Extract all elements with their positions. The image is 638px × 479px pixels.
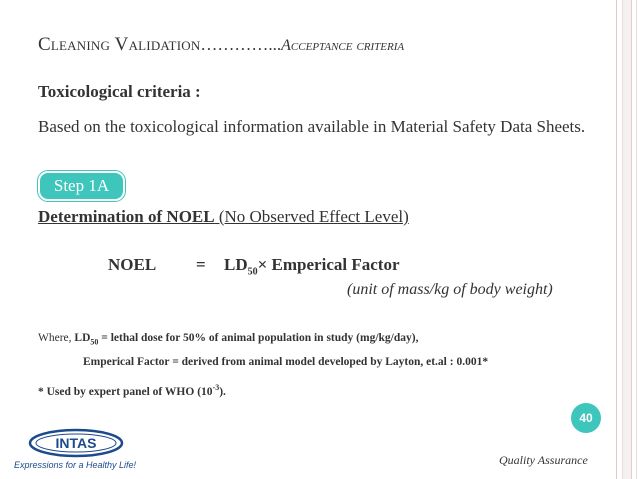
- company-logo: [14, 428, 144, 473]
- equation-rhs: × Emperical Factor: [257, 255, 400, 274]
- intas-logo-icon: [28, 428, 124, 458]
- right-border-line: [616, 0, 617, 479]
- right-border-line: [631, 0, 632, 479]
- step-badge: Step 1A: [38, 171, 125, 201]
- who-note-exponent: -3: [212, 383, 220, 392]
- equation-operator: =: [196, 255, 206, 274]
- where-factor-definition: Emperical Factor = derived from animal model developed by Layton, et.al : 0.001*: [83, 356, 489, 369]
- where-ld: LD: [74, 332, 91, 344]
- logo-tagline: Expressions for a Healthy Life!: [14, 460, 137, 470]
- slide-title: [38, 34, 608, 56]
- page-number-badge: 40: [571, 403, 601, 433]
- logo-wordmark: INTAS: [55, 435, 97, 451]
- where-definitions: [38, 328, 488, 372]
- body-paragraph: Based on the toxicological information available in Material Safety Data Sheets.: [38, 117, 586, 136]
- title-main: Cleaning Validation: [38, 34, 201, 55]
- where-ld-definition: = lethal dose for 50% of animal population in study (mg/kg/day),: [98, 332, 419, 344]
- noel-heading-bold: Determination of NOEL: [38, 207, 215, 226]
- right-border-band: [623, 0, 631, 479]
- right-border-line: [622, 0, 623, 479]
- equation-lhs: NOEL: [108, 255, 157, 274]
- right-border-line: [636, 0, 637, 479]
- who-note-text: * Used by expert panel of WHO (10: [38, 385, 213, 398]
- noel-equation: [108, 255, 400, 277]
- who-footnote: [38, 383, 226, 398]
- equation-ld: LD: [224, 255, 248, 274]
- title-sub: Acceptance criteria: [281, 37, 405, 54]
- noel-heading: [38, 207, 409, 227]
- where-ld-subscript: 50: [90, 337, 99, 347]
- where-prefix: Where,: [38, 332, 75, 344]
- unit-note: (unit of mass/kg of body weight): [347, 281, 553, 298]
- section-subheading: Toxicological criteria :: [38, 82, 201, 101]
- equation-ld-subscript: 50: [247, 266, 258, 278]
- who-note-tail: ).: [219, 385, 226, 398]
- noel-heading-rest: (No Observed Effect Level): [214, 207, 409, 226]
- where-line-2: [38, 352, 488, 372]
- title-dots: …………...: [200, 35, 282, 54]
- where-line-1: [38, 328, 488, 352]
- footer-label: Quality Assurance: [499, 453, 588, 467]
